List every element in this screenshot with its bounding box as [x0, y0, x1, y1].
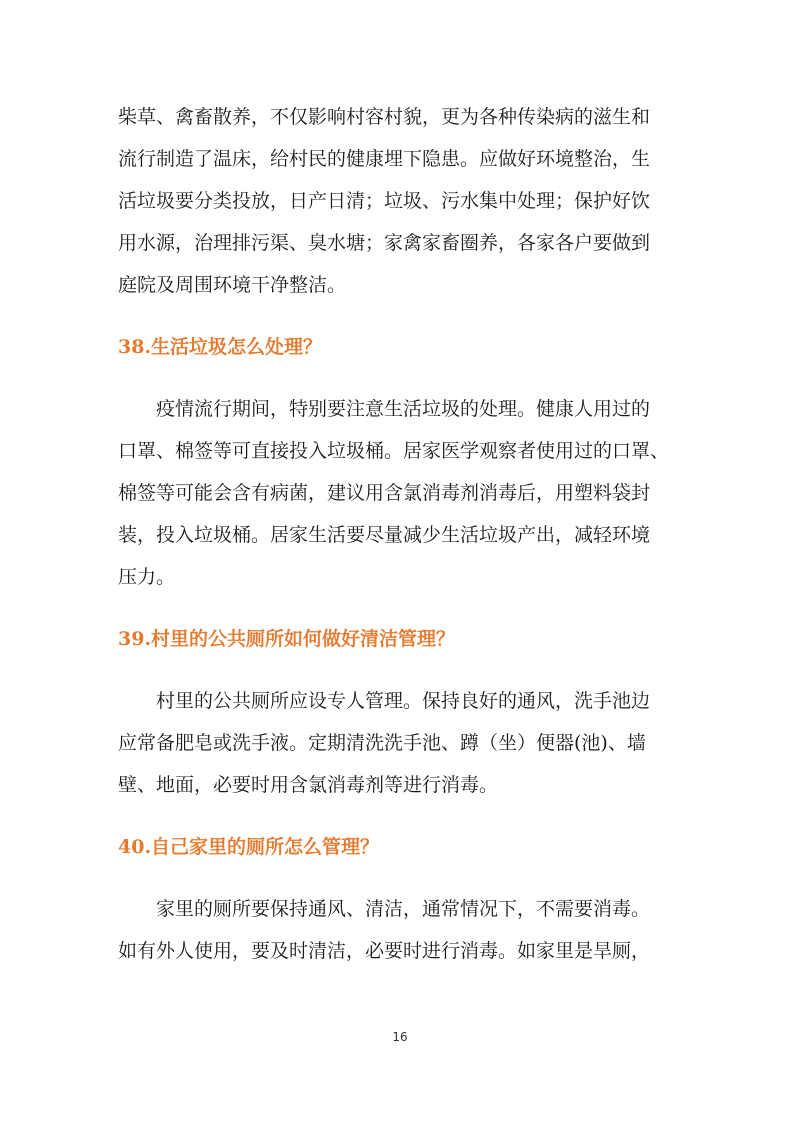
answer-paragraph-39: [118, 680, 686, 806]
paragraph-line: 压力。: [118, 566, 176, 588]
paragraph-line: 装，投入垃圾桶。居家生活要尽量减少生活垃圾产出，减轻环境: [118, 524, 651, 546]
paragraph-line: 口罩、棉签等可直接投入垃圾桶。居家医学观察者使用过的口罩、: [118, 440, 670, 462]
answer-paragraph-38: [118, 388, 686, 598]
paragraph-line: 如有外人使用，要及时清洁，必要时进行消毒。如家里是旱厕，: [118, 940, 651, 962]
paragraph-line: 活垃圾要分类投放，日产日清；垃圾、污水集中处理；保护好饮: [118, 190, 651, 212]
paragraph-line: 应常备肥皂或洗手液。定期清洗洗手池、蹲（坐）便器(池)、墙: [118, 732, 646, 754]
paragraph-line: 流行制造了温床，给村民的健康埋下隐患。应做好环境整治，生: [118, 148, 651, 170]
paragraph-line: 村里的公共厕所应设专人管理。保持良好的通风，洗手池边: [118, 690, 651, 712]
section-heading-39: 39.村里的公共厕所如何做好清洁管理？: [118, 628, 456, 650]
answer-paragraph-40: [118, 888, 686, 972]
paragraph-line: 棉签等可能会含有病菌，建议用含氯消毒剂消毒后，用塑料袋封: [118, 482, 651, 504]
intro-paragraph: [118, 96, 686, 306]
paragraph-line: 用水源，治理排污渠、臭水塘；家禽家畜圈养，各家各户要做到: [118, 232, 651, 254]
paragraph-line: 柴草、禽畜散养，不仅影响村容村貌，更为各种传染病的滋生和: [118, 106, 651, 128]
section-heading-40: 40.自己家里的厕所怎么管理？: [118, 836, 380, 858]
page-content: [118, 96, 686, 972]
paragraph-line: 疫情流行期间，特别要注意生活垃圾的处理。健康人用过的: [118, 398, 651, 420]
paragraph-line: 壁、地面，必要时用含氯消毒剂等进行消毒。: [118, 774, 499, 796]
paragraph-line: 庭院及周围环境干净整洁。: [118, 274, 347, 296]
paragraph-line: 家里的厕所要保持通风、清洁，通常情况下，不需要消毒。: [118, 898, 651, 920]
page-number: 16: [392, 1030, 408, 1044]
section-heading-38: 38.生活垃圾怎么处理？: [118, 336, 323, 358]
